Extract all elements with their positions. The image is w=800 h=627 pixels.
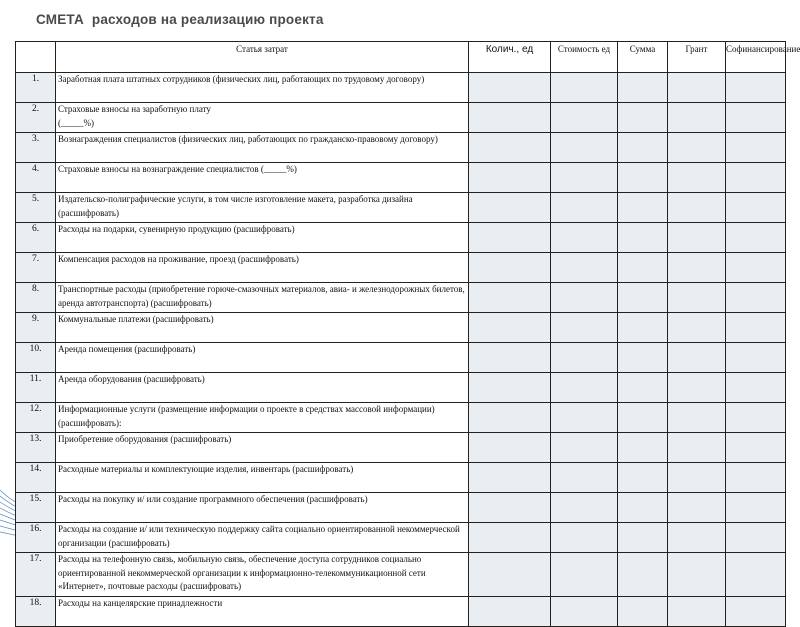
grant-cell[interactable] bbox=[668, 597, 726, 627]
expense-item: Расходы на телефонную связь, мобильную связь, обеспечение доступа сотрудников социально ориентированной некоммерческой организации к информационно-телекоммуникационной сети «Интернет», почтовые расходы (расшифровать) bbox=[56, 553, 469, 597]
expense-item: Расходы на создание и/ или техническую поддержку сайта социально ориентированной некоммерческой организации (расшифровать) bbox=[56, 523, 469, 553]
row-number: 13. bbox=[16, 433, 56, 463]
unit-cost-cell[interactable] bbox=[551, 193, 618, 223]
cofinancing-cell[interactable] bbox=[726, 523, 786, 553]
quantity-cell[interactable] bbox=[469, 493, 551, 523]
row-number: 9. bbox=[16, 313, 56, 343]
expense-item: Транспортные расходы (приобретение горюче-смазочных материалов, авиа- и железнодорожных билетов, аренда автотранспорта) (расшифровать) bbox=[56, 283, 469, 313]
table-header-row bbox=[16, 42, 786, 73]
cofinancing-cell[interactable] bbox=[726, 597, 786, 627]
quantity-cell[interactable] bbox=[469, 103, 551, 133]
quantity-cell[interactable] bbox=[469, 523, 551, 553]
row-number: 2. bbox=[16, 103, 56, 133]
table-body bbox=[16, 73, 786, 627]
table-row bbox=[16, 193, 786, 223]
expense-item: Расходы на подарки, сувенирную продукцию (расшифровать) bbox=[56, 223, 469, 253]
grant-cell[interactable] bbox=[668, 103, 726, 133]
expense-item: Аренда помещения (расшифровать) bbox=[56, 343, 469, 373]
sum-cell[interactable] bbox=[618, 523, 668, 553]
table-row bbox=[16, 597, 786, 627]
unit-cost-cell[interactable] bbox=[551, 343, 618, 373]
table-row bbox=[16, 553, 786, 597]
row-number: 6. bbox=[16, 223, 56, 253]
row-number: 14. bbox=[16, 463, 56, 493]
grant-cell[interactable] bbox=[668, 373, 726, 403]
cofinancing-cell[interactable] bbox=[726, 313, 786, 343]
grant-cell[interactable] bbox=[668, 463, 726, 493]
quantity-cell[interactable] bbox=[469, 597, 551, 627]
expense-item: Страховые взносы на заработную плату (_____%) bbox=[56, 103, 469, 133]
unit-cost-cell[interactable] bbox=[551, 73, 618, 103]
header-sum: Сумма bbox=[618, 42, 668, 73]
grant-cell[interactable] bbox=[668, 163, 726, 193]
sum-cell[interactable] bbox=[618, 283, 668, 313]
grant-cell[interactable] bbox=[668, 313, 726, 343]
quantity-cell[interactable] bbox=[469, 133, 551, 163]
table-row bbox=[16, 283, 786, 313]
header-num bbox=[16, 42, 56, 73]
expense-item: Расходы на канцелярские принадлежности bbox=[56, 597, 469, 627]
quantity-cell[interactable] bbox=[469, 193, 551, 223]
expense-item: Коммунальные платежи (расшифровать) bbox=[56, 313, 469, 343]
row-number: 10. bbox=[16, 343, 56, 373]
table-row bbox=[16, 253, 786, 283]
grant-cell[interactable] bbox=[668, 523, 726, 553]
quantity-cell[interactable] bbox=[469, 313, 551, 343]
cofinancing-cell[interactable] bbox=[726, 403, 786, 433]
sum-cell[interactable] bbox=[618, 253, 668, 283]
table-row bbox=[16, 73, 786, 103]
cofinancing-cell[interactable] bbox=[726, 163, 786, 193]
quantity-cell[interactable] bbox=[469, 463, 551, 493]
cofinancing-cell[interactable] bbox=[726, 373, 786, 403]
quantity-cell[interactable] bbox=[469, 403, 551, 433]
row-number: 18. bbox=[16, 597, 56, 627]
sum-cell[interactable] bbox=[618, 463, 668, 493]
cofinancing-cell[interactable] bbox=[726, 193, 786, 223]
table-row bbox=[16, 163, 786, 193]
row-number: 16. bbox=[16, 523, 56, 553]
unit-cost-cell[interactable] bbox=[551, 283, 618, 313]
grant-cell[interactable] bbox=[668, 73, 726, 103]
sum-cell[interactable] bbox=[618, 313, 668, 343]
unit-cost-cell[interactable] bbox=[551, 493, 618, 523]
expense-item: Издательско-полиграфические услуги, в том числе изготовление макета, разработка дизайна (расшифровать) bbox=[56, 193, 469, 223]
row-number: 3. bbox=[16, 133, 56, 163]
quantity-cell[interactable] bbox=[469, 73, 551, 103]
unit-cost-cell[interactable] bbox=[551, 133, 618, 163]
header-item: Статья затрат bbox=[56, 42, 469, 73]
row-number: 8. bbox=[16, 283, 56, 313]
unit-cost-cell[interactable] bbox=[551, 463, 618, 493]
sum-cell[interactable] bbox=[618, 193, 668, 223]
expense-item: Вознаграждения специалистов (физических лиц, работающих по гражданско-правовому договору) bbox=[56, 133, 469, 163]
row-number: 5. bbox=[16, 193, 56, 223]
cofinancing-cell[interactable] bbox=[726, 253, 786, 283]
grant-cell[interactable] bbox=[668, 193, 726, 223]
cofinancing-cell[interactable] bbox=[726, 223, 786, 253]
unit-cost-cell[interactable] bbox=[551, 373, 618, 403]
grant-cell[interactable] bbox=[668, 433, 726, 463]
table-row bbox=[16, 313, 786, 343]
sum-cell[interactable] bbox=[618, 103, 668, 133]
expense-item: Заработная плата штатных сотрудников (физических лиц, работающих по трудовому договору) bbox=[56, 73, 469, 103]
header-unit-cost: Стоимость ед bbox=[551, 42, 618, 73]
quantity-cell[interactable] bbox=[469, 433, 551, 463]
unit-cost-cell[interactable] bbox=[551, 403, 618, 433]
table-row bbox=[16, 463, 786, 493]
cofinancing-cell[interactable] bbox=[726, 553, 786, 597]
unit-cost-cell[interactable] bbox=[551, 163, 618, 193]
unit-cost-cell[interactable] bbox=[551, 597, 618, 627]
quantity-cell[interactable] bbox=[469, 163, 551, 193]
quantity-cell[interactable] bbox=[469, 343, 551, 373]
quantity-cell[interactable] bbox=[469, 223, 551, 253]
cofinancing-cell[interactable] bbox=[726, 103, 786, 133]
quantity-cell[interactable] bbox=[469, 253, 551, 283]
sum-cell[interactable] bbox=[618, 133, 668, 163]
cofinancing-cell[interactable] bbox=[726, 73, 786, 103]
sum-cell[interactable] bbox=[618, 433, 668, 463]
row-number: 11. bbox=[16, 373, 56, 403]
quantity-cell[interactable] bbox=[469, 553, 551, 597]
table-row bbox=[16, 493, 786, 523]
row-number: 4. bbox=[16, 163, 56, 193]
sum-cell[interactable] bbox=[618, 373, 668, 403]
cofinancing-cell[interactable] bbox=[726, 463, 786, 493]
table-row bbox=[16, 343, 786, 373]
sum-cell[interactable] bbox=[618, 553, 668, 597]
table-row bbox=[16, 103, 786, 133]
cofinancing-cell[interactable] bbox=[726, 433, 786, 463]
grant-cell[interactable] bbox=[668, 553, 726, 597]
table-row bbox=[16, 133, 786, 163]
row-number: 1. bbox=[16, 73, 56, 103]
cofinancing-cell[interactable] bbox=[726, 343, 786, 373]
sum-cell[interactable] bbox=[618, 403, 668, 433]
table-row bbox=[16, 523, 786, 553]
sum-cell[interactable] bbox=[618, 343, 668, 373]
unit-cost-cell[interactable] bbox=[551, 223, 618, 253]
grant-cell[interactable] bbox=[668, 343, 726, 373]
sum-cell[interactable] bbox=[618, 223, 668, 253]
expense-item: Аренда оборудования (расшифровать) bbox=[56, 373, 469, 403]
header-grant: Грант bbox=[668, 42, 726, 73]
grant-cell[interactable] bbox=[668, 133, 726, 163]
unit-cost-cell[interactable] bbox=[551, 103, 618, 133]
unit-cost-cell[interactable] bbox=[551, 523, 618, 553]
row-number: 12. bbox=[16, 403, 56, 433]
quantity-cell[interactable] bbox=[469, 283, 551, 313]
expense-item: Страховые взносы на вознаграждение специалистов (_____%) bbox=[56, 163, 469, 193]
quantity-cell[interactable] bbox=[469, 373, 551, 403]
header-cofinancing: Софинансирование bbox=[726, 42, 786, 73]
budget-table bbox=[15, 41, 800, 627]
grant-cell[interactable] bbox=[668, 253, 726, 283]
sum-cell[interactable] bbox=[618, 597, 668, 627]
expense-item: Расходные материалы и комплектующие изделия, инвентарь (расшифровать) bbox=[56, 463, 469, 493]
sum-cell[interactable] bbox=[618, 493, 668, 523]
expense-item: Компенсация расходов на проживание, проезд (расшифровать) bbox=[56, 253, 469, 283]
cofinancing-cell[interactable] bbox=[726, 493, 786, 523]
grant-cell[interactable] bbox=[668, 283, 726, 313]
table-row bbox=[16, 223, 786, 253]
unit-cost-cell[interactable] bbox=[551, 313, 618, 343]
unit-cost-cell[interactable] bbox=[551, 433, 618, 463]
expense-item: Информационные услуги (размещение информации о проекте в средствах массовой информации) (расшифровать): bbox=[56, 403, 469, 433]
row-number: 15. bbox=[16, 493, 56, 523]
table-row bbox=[16, 403, 786, 433]
grant-cell[interactable] bbox=[668, 223, 726, 253]
expense-item: Приобретение оборудования (расшифровать) bbox=[56, 433, 469, 463]
grant-cell[interactable] bbox=[668, 493, 726, 523]
sum-cell[interactable] bbox=[618, 73, 668, 103]
unit-cost-cell[interactable] bbox=[551, 253, 618, 283]
row-number: 7. bbox=[16, 253, 56, 283]
table-row bbox=[16, 433, 786, 463]
document-title: СМЕТА расходов на реализацию проекта bbox=[36, 12, 324, 27]
grant-cell[interactable] bbox=[668, 403, 726, 433]
sum-cell[interactable] bbox=[618, 163, 668, 193]
header-quantity: Колич., ед bbox=[469, 42, 551, 73]
row-number: 17. bbox=[16, 553, 56, 597]
expense-item: Расходы на покупку и/ или создание программного обеспечения (расшифровать) bbox=[56, 493, 469, 523]
unit-cost-cell[interactable] bbox=[551, 553, 618, 597]
table-row bbox=[16, 373, 786, 403]
cofinancing-cell[interactable] bbox=[726, 283, 786, 313]
cofinancing-cell[interactable] bbox=[726, 133, 786, 163]
